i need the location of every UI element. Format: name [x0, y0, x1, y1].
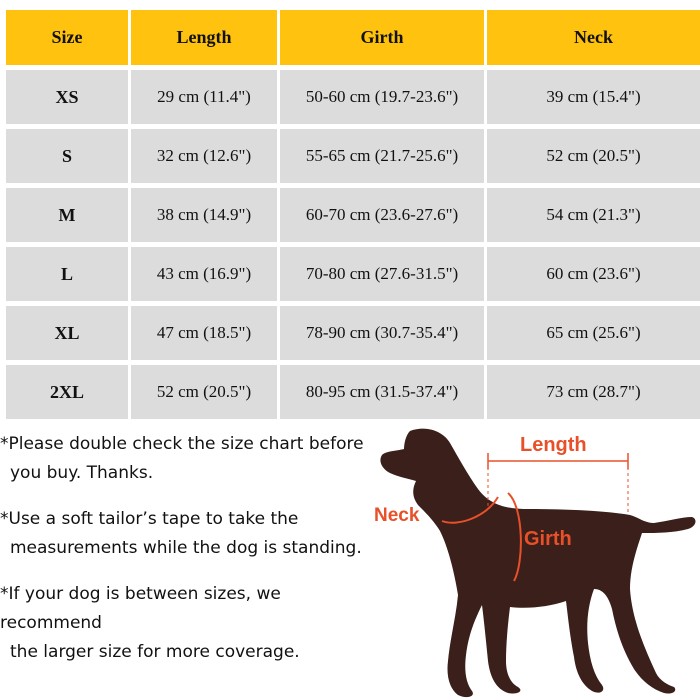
table-header-row [6, 10, 700, 65]
cell-length: 38 cm (14.9") [131, 188, 277, 242]
cell-neck: 52 cm (20.5") [487, 129, 700, 183]
cell-size: XL [6, 306, 128, 360]
note-line: measurements while the dog is standing. [10, 538, 362, 558]
table-row [6, 306, 700, 360]
length-arrow-icon [488, 453, 628, 515]
cell-size: L [6, 247, 128, 301]
cell-neck: 65 cm (25.6") [487, 306, 700, 360]
note-line: the larger size for more coverage. [10, 642, 300, 662]
cell-girth: 78-90 cm (30.7-35.4") [280, 306, 484, 360]
cell-size: 2XL [6, 365, 128, 419]
header-length: Length [131, 10, 277, 65]
cell-girth: 55-65 cm (21.7-25.6") [280, 129, 484, 183]
cell-length: 29 cm (11.4") [131, 70, 277, 124]
table-row [6, 365, 700, 419]
cell-girth: 50-60 cm (19.7-23.6") [280, 70, 484, 124]
dog-measurement-diagram [368, 423, 700, 700]
table-row [6, 188, 700, 242]
cell-length: 47 cm (18.5") [131, 306, 277, 360]
note-line: you buy. Thanks. [10, 463, 154, 483]
note-line: *If your dog is between sizes, we recommend [0, 584, 281, 633]
table-row [6, 247, 700, 301]
header-neck: Neck [487, 10, 700, 65]
cell-neck: 54 cm (21.3") [487, 188, 700, 242]
cell-girth: 80-95 cm (31.5-37.4") [280, 365, 484, 419]
table-row [6, 70, 700, 124]
size-chart-table [6, 10, 700, 420]
cell-girth: 60-70 cm (23.6-27.6") [280, 188, 484, 242]
girth-label: Girth [524, 528, 572, 550]
cell-length: 43 cm (16.9") [131, 247, 277, 301]
cell-size: XS [6, 70, 128, 124]
note-between-sizes [0, 580, 372, 667]
note-double-check [0, 430, 372, 488]
cell-size: S [6, 129, 128, 183]
notes-section [0, 430, 372, 684]
note-line: *Use a soft tailor’s tape to take the [0, 509, 299, 529]
cell-neck: 60 cm (23.6") [487, 247, 700, 301]
cell-neck: 39 cm (15.4") [487, 70, 700, 124]
table-row [6, 129, 700, 183]
length-label: Length [520, 434, 587, 456]
header-girth: Girth [280, 10, 484, 65]
cell-neck: 73 cm (28.7") [487, 365, 700, 419]
cell-size: M [6, 188, 128, 242]
cell-length: 32 cm (12.6") [131, 129, 277, 183]
dog-silhouette-icon [380, 429, 695, 697]
note-tailor-tape [0, 505, 372, 563]
note-line: *Please double check the size chart before [0, 434, 364, 454]
header-size: Size [6, 10, 128, 65]
cell-length: 52 cm (20.5") [131, 365, 277, 419]
neck-label: Neck [374, 505, 420, 526]
cell-girth: 70-80 cm (27.6-31.5") [280, 247, 484, 301]
